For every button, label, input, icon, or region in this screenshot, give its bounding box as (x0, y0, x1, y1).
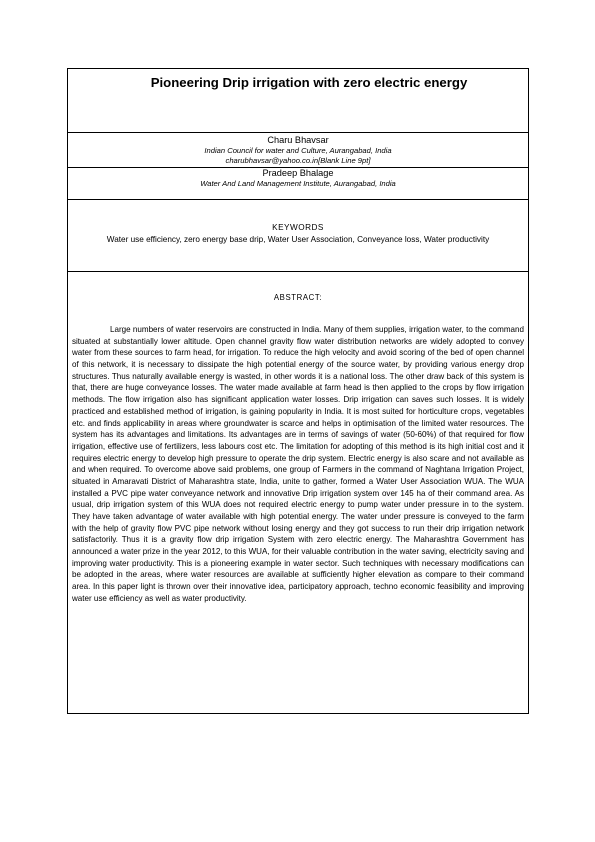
author-name: Charu Bhavsar (267, 135, 329, 145)
keywords-heading: KEYWORDS (272, 223, 324, 232)
divider (68, 132, 528, 133)
paper-frame (67, 68, 529, 714)
author-affiliation: Indian Council for water and Culture, Aurangabad, India (204, 146, 392, 155)
abstract-text: Large numbers of water reservoirs are constructed in India. Many of them supplies, irrigation water, to the command situated at substantially lower altitude. Open channel gravity flow water distribution networks are widely adopted to convey water from these sources to farm head, for irrigation. To reduce the high velocity and avoid scoring of the bed of open channel of this network, it is necessary to dissipate the high potential energy of the source water, by providing various energy drop structures. Thus naturally available energy is wasted, in other words it is a national loss. The other draw back of this system is that, there are huge conveyance losses. The water made available at farm head is then applied to the crops by flow irrigation methods. The flow irrigation also has significant application water losses. Drip irrigation can saves such losses. It is widely practiced and established method of irrigation, is gaining popularity in India. It is most suited for horticulture crops, vegetables etc. and finds applicability in areas where groundwater is scarce and helps in optimisation of the limited water resources. The system has its advantages and limitations. Its advantages are in terms of savings of water (50-60%) of that required for flow irrigation, effective use of fertilizers, less labours cost etc. The limitation for adopting of this method is its high initial cost and it requires electric energy to develop high pressure to operate the drip system. Electric energy is also scare and not available as and when required. To overcome above said problems, one group of Farmers in the command of Naghtana Irrigation Project, situated in Amaravati District of Maharashtra state, India, unite to gather, formed a Water User Association WUA. The WUA installed a PVC pipe water conveyance network and innovative Drip irrigation system over 145 ha of their command area. As usual, drip irrigation system of this WUA does not required electric energy to pump water under pressure in to the system. They have taken advantage of water available with high potential energy. The water under pressure is conveyed to the farm with the help of gravity flow PVC pipe network without losing energy and they got success to run their drip irrigation network satisfactorily. Thus it is a gravity flow drip irrigation System with zero electric energy. The Maharashtra Government has announced a water prize in the year 2012, to this WUA, for their valuable contribution in the water saving, electricity saving and improving water productivity. This is a pioneering example in water sector. Such techniques with necessary modifications can be adopted in the areas, where water resources are available at sufficiently higher elevation as compare to their command area. In this paper light is thrown over their innovative idea, participatory approach, techno economic feasibility and improving water use efficiency as well as water productivity. (72, 325, 524, 603)
keywords-text: Water use efficiency, zero energy base drip, Water User Association, Conveyance loss, Water productivity (106, 235, 490, 244)
author-email: charubhavsar@yahoo.co.in[Blank Line 9pt] (225, 156, 371, 165)
author-affiliation: Water And Land Management Institute, Aurangabad, India (200, 179, 396, 188)
keywords-section (68, 222, 528, 268)
author-block-2 (68, 168, 528, 198)
paper-title: Pioneering Drip irrigation with zero electric energy (150, 75, 468, 90)
abstract-heading: ABSTRACT: (273, 293, 323, 302)
abstract-section (68, 272, 528, 714)
author-block-1 (68, 135, 528, 167)
title-section (68, 69, 528, 132)
divider (68, 199, 528, 200)
author-name: Pradeep Bhalage (262, 168, 334, 178)
